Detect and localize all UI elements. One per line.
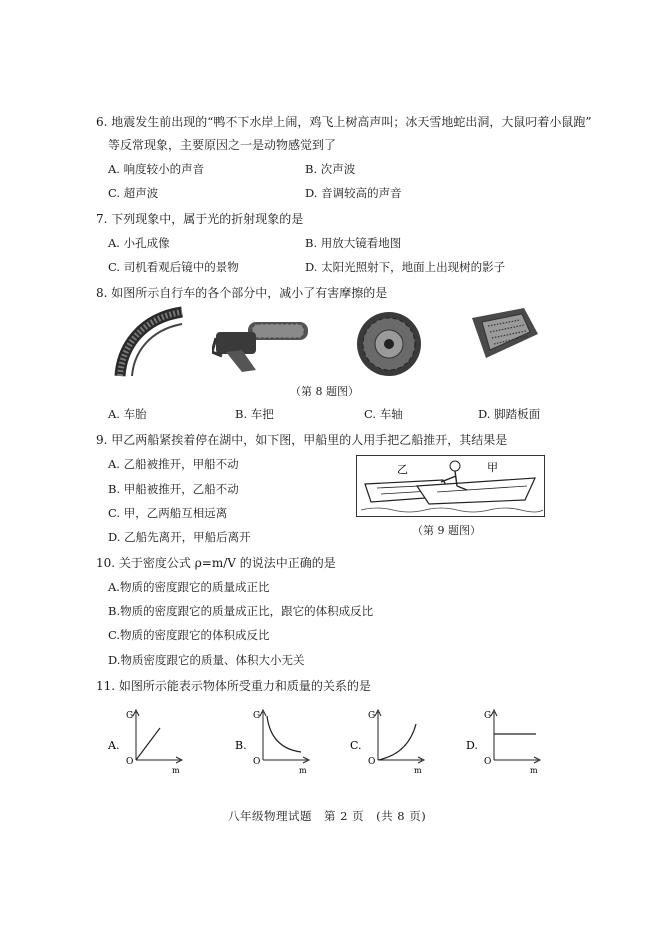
graph-d-y-axis: G: [484, 711, 492, 721]
pedal-image: [468, 304, 542, 362]
q7-stem: 7. 下列现象中，属于光的折射现象的是: [96, 212, 304, 226]
graph-b: [235, 704, 315, 774]
graph-c: [350, 704, 430, 774]
graph-d-x-axis: m: [530, 766, 538, 774]
q6-option-a: A. 响度较小的声音: [108, 162, 205, 176]
graph-b-x-axis: m: [299, 766, 307, 774]
graph-b-label: B.: [235, 739, 247, 752]
q9-option-a: A. 乙船被推开，甲船不动: [108, 457, 239, 471]
q9-caption: （第 9 题图）: [412, 524, 481, 537]
graph-a-y-axis: G: [126, 711, 134, 721]
q9-option-c: C. 甲，乙两船互相远离: [108, 506, 228, 520]
q9-stem: 9. 甲乙两船紧挨着停在湖中，如下图，甲船里的人用手把乙船推开，其结果是: [96, 433, 508, 447]
q6-option-b: B. 次声波: [305, 162, 356, 176]
graph-c-y-axis: G: [368, 711, 376, 721]
q6-option-d: D. 音调较高的声音: [305, 186, 402, 200]
q10-option-a: A.物质的密度跟它的质量成正比: [108, 580, 270, 594]
handlebar-image: [212, 312, 310, 378]
q8-option-d: D. 脚踏板面: [478, 407, 541, 421]
page-footer: 八年级物理试题 第 2 页 (共 8 页): [228, 809, 427, 823]
q6-option-c: C. 超声波: [108, 186, 159, 200]
q10-option-c: C.物质的密度跟它的体积成反比: [108, 628, 270, 642]
graph-c-origin: O: [368, 757, 376, 767]
q9-option-d: D. 乙船先离开，甲船后离开: [108, 530, 251, 544]
graph-a-origin: O: [126, 757, 134, 767]
q6-stem-line2: 等反常现象，主要原因之一是动物感觉到了: [108, 138, 337, 152]
graph-b-y-axis: G: [253, 711, 261, 721]
graph-a: [108, 704, 188, 774]
q11-stem: 11. 如图所示能表示物体所受重力和质量的关系的是: [96, 679, 371, 693]
q8-option-a: A. 车胎: [108, 407, 147, 421]
q8-option-c: C. 车轴: [364, 407, 403, 421]
graph-d-label: D.: [466, 739, 478, 752]
q7-option-b: B. 用放大镜看地图: [305, 236, 402, 250]
graph-b-origin: O: [253, 757, 261, 767]
boats-illustration: [356, 455, 545, 517]
graph-a-label: A.: [108, 739, 120, 752]
graph-a-x-axis: m: [172, 766, 180, 774]
q10-stem: 10. 关于密度公式 ρ=m/V 的说法中正确的是: [96, 556, 336, 570]
graph-c-label: C.: [350, 739, 362, 752]
axle-image: [352, 308, 426, 380]
boat-label-jia: 甲: [487, 461, 498, 474]
q7-option-d: D. 太阳光照射下，地面上出现树的影子: [305, 260, 506, 274]
q10-option-d: D.物质密度跟它的质量、体积大小无关: [108, 653, 305, 667]
graph-d: [466, 704, 546, 774]
q8-stem: 8. 如图所示自行车的各个部分中，减小了有害摩擦的是: [96, 286, 388, 300]
q8-caption: （第 8 题图）: [290, 385, 359, 398]
q10-option-b: B.物质的密度跟它的质量成正比，跟它的体积成反比: [108, 604, 374, 618]
boat-label-yi: 乙: [397, 463, 408, 476]
graph-c-x-axis: m: [414, 766, 422, 774]
tire-image: [112, 306, 184, 378]
q7-option-c: C. 司机看观后镜中的景物: [108, 260, 239, 274]
q7-option-a: A. 小孔成像: [108, 236, 170, 250]
q6-stem-line1: 6. 地震发生前出现的“鸭不下水岸上闹，鸡飞上树高声叫；冰天雪地蛇出洞，大鼠叼着小鼠跑”: [96, 115, 592, 129]
graph-d-origin: O: [484, 757, 492, 767]
q8-option-b: B. 车把: [235, 407, 274, 421]
q9-option-b: B. 甲船被推开，乙船不动: [108, 482, 239, 496]
